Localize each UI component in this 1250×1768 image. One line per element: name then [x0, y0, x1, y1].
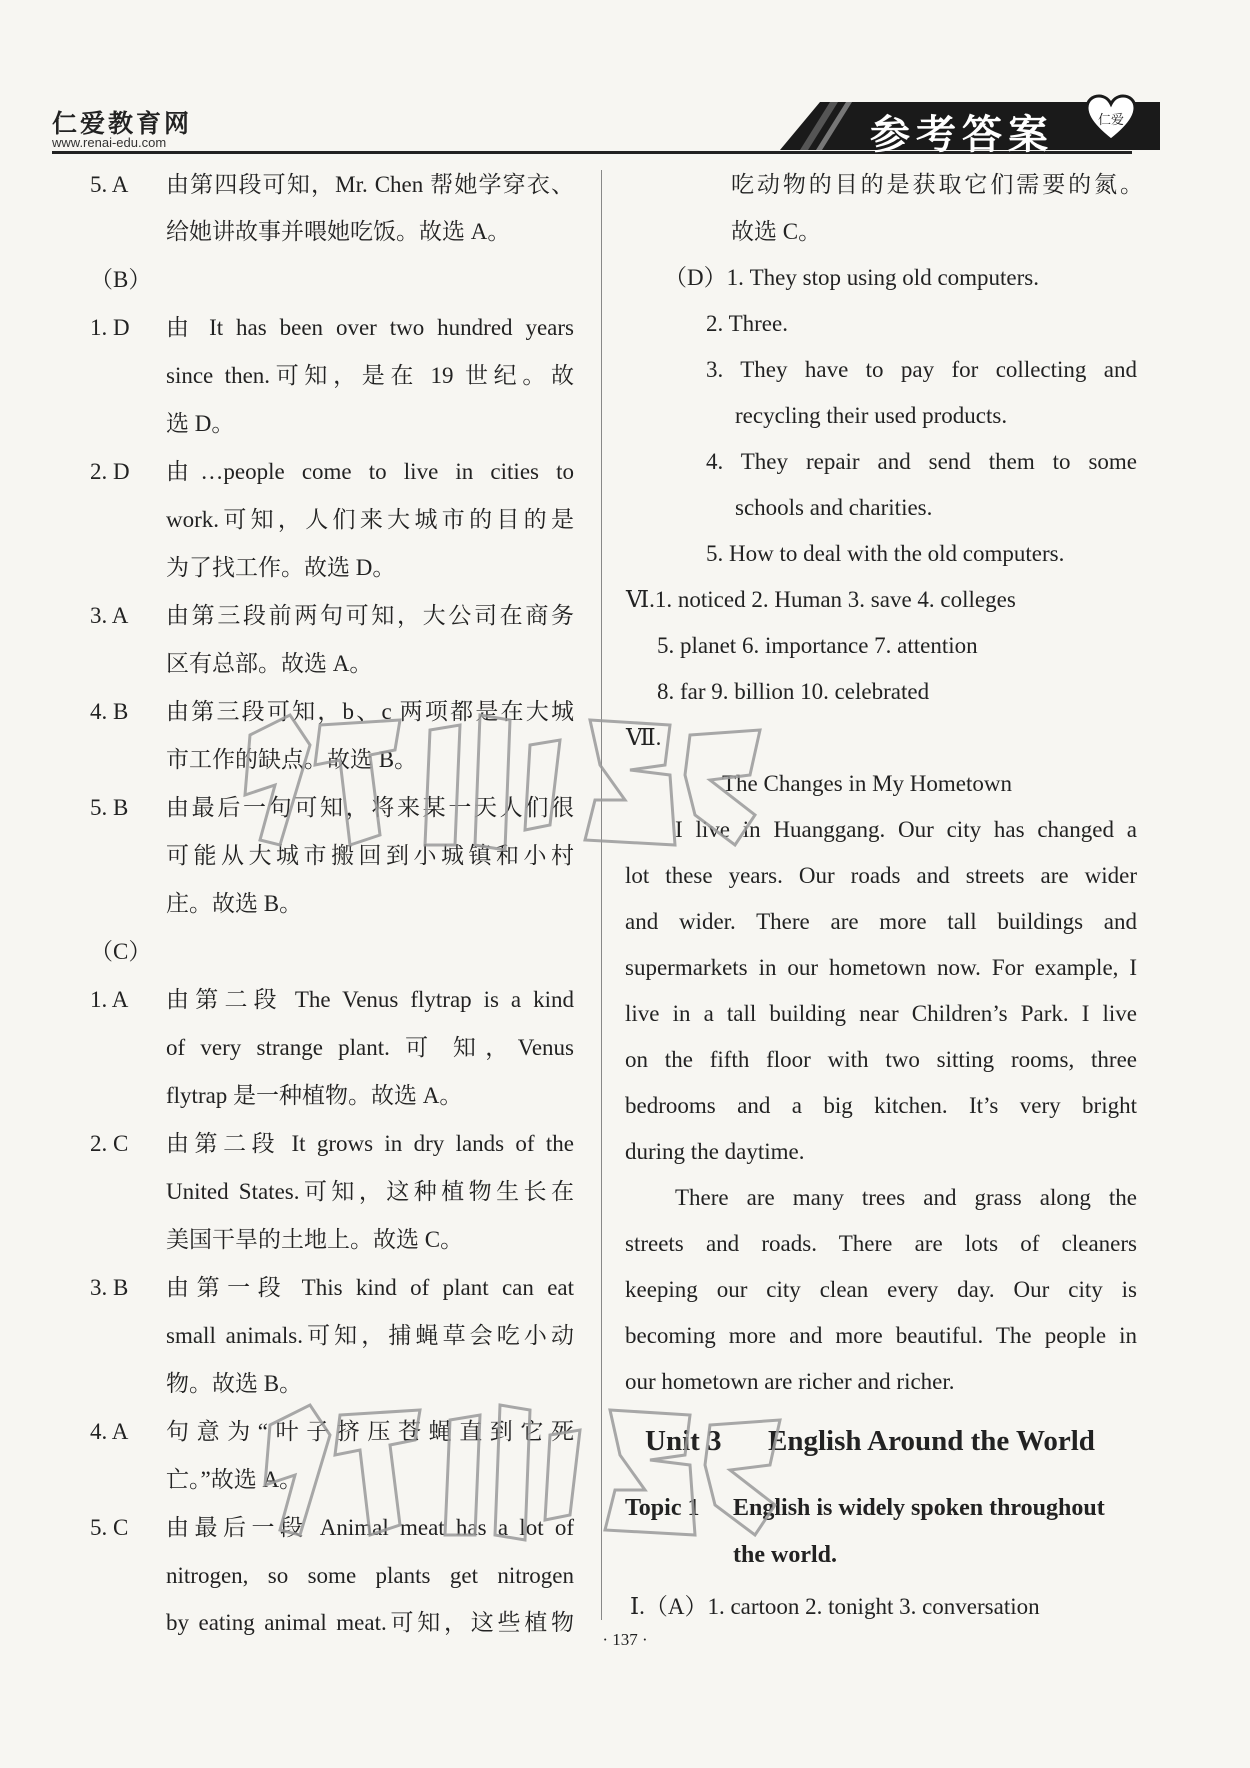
answer-text: since then.可知，是在 19 世纪。故: [166, 363, 574, 388]
answer-text: 3. They have to pay for collecting and: [706, 357, 1137, 382]
answer-text: work.可知，人们来大城市的目的是: [166, 507, 574, 532]
essay-text: streets and roads. There are lots of cleaners: [625, 1231, 1137, 1256]
answer-label: 1. A: [90, 987, 129, 1012]
site-name: 仁爱教育网: [52, 109, 193, 138]
topic-title: English is widely spoken throughout: [733, 1495, 1105, 1521]
essay-text: bedrooms and a big kitchen. It’s very bright: [625, 1093, 1137, 1118]
essay-text: keeping our city clean every day. Our city is: [625, 1277, 1137, 1302]
answer-text: 5. How to deal with the old computers.: [706, 541, 1065, 566]
answer-text: small animals.可知，捕蝇草会吃小动: [166, 1323, 574, 1348]
answer-text: 由第二段 The Venus flytrap is a kind: [166, 987, 574, 1012]
answer-text: 庄。故选 B。: [166, 891, 303, 916]
answer-text: 由最后一句可知，将来某一天人们很: [166, 795, 574, 820]
essay-text: becoming more and more beautiful. The people in: [625, 1323, 1137, 1348]
answer-label: 4. A: [90, 1419, 129, 1444]
answer-text: 由 It has been over two hundred years: [166, 315, 574, 340]
answer-label: 3. A: [90, 603, 129, 628]
answer-text: 给她讲故事并喂她吃饭。故选 A。: [166, 219, 511, 244]
answer-text: 由最后一段 Animal meat has a lot of: [166, 1515, 574, 1540]
site-url: www.renai-edu.com: [52, 135, 167, 150]
answer-text: flytrap 是一种植物。故选 A。: [166, 1083, 463, 1108]
answer-text: 4. They repair and send them to some: [706, 449, 1137, 474]
topic-label: Topic 1: [625, 1495, 700, 1521]
answer-text: 8. far 9. billion 10. celebrated: [657, 679, 930, 704]
essay-text: and wider. There are more tall buildings and: [625, 909, 1137, 934]
heart-logo-icon: [1085, 94, 1137, 147]
answer-text: 由第一段 This kind of plant can eat: [166, 1275, 574, 1300]
answer-text: 亡。”故选 A。: [166, 1467, 303, 1492]
answer-text: 可能从大城市搬回到小城镇和小村: [166, 843, 574, 868]
page-header: [0, 0, 1250, 160]
topic-title: the world.: [733, 1542, 837, 1568]
answer-text: 由第四段可知，Mr. Chen 帮她学穿衣、: [166, 172, 574, 197]
essay-text: lot these years. Our roads and streets are wider: [625, 863, 1137, 888]
section-label: Ⅶ.: [626, 725, 662, 750]
section-label: （C）: [90, 939, 152, 964]
answer-text: 美国干旱的土地上。故选 C。: [166, 1227, 464, 1252]
heart-label: 仁爱: [1097, 113, 1125, 128]
banner-title: 参考答案: [870, 112, 1054, 158]
watermark-icon: [250, 1395, 790, 1545]
unit-title: English Around the World: [768, 1425, 1095, 1457]
answer-text: 由第二段 It grows in dry lands of the: [166, 1131, 574, 1156]
answer-text: 由第三段可知，b、c 两项都是在大城: [166, 699, 574, 724]
answer-text: United States.可知，这种植物生长在: [166, 1179, 574, 1204]
answer-text: 故选 C。: [731, 219, 822, 244]
answer-text: 句意为“叶子挤压苍蝇直到它死: [166, 1419, 574, 1444]
essay-text: our hometown are richer and richer.: [625, 1369, 955, 1394]
answer-text: 由第三段前两句可知，大公司在商务: [166, 603, 574, 628]
answer-text: schools and charities.: [735, 495, 933, 520]
watermark-icon: [230, 705, 770, 855]
answer-text: 区有总部。故选 A。: [166, 651, 373, 676]
answer-text: 5. planet 6. importance 7. attention: [657, 633, 978, 658]
essay-text: live in a tall building near Children’s Park. I live: [625, 1001, 1137, 1026]
answer-text: 物。故选 B。: [166, 1371, 303, 1396]
answer-text: nitrogen, so some plants get nitrogen: [166, 1563, 574, 1588]
answer-text: by eating animal meat.可知，这些植物: [166, 1610, 574, 1635]
answer-text: 为了找工作。故选 D。: [166, 555, 396, 580]
answer-text: 市工作的缺点。故选 B。: [166, 747, 418, 772]
answer-label: 5. C: [90, 1515, 129, 1540]
answer-text: recycling their used products.: [735, 403, 1008, 428]
answer-label: 2. C: [90, 1131, 129, 1156]
answer-label: 2. D: [90, 459, 130, 484]
unit-label: Unit 3: [645, 1425, 722, 1457]
answer-text: 选 D。: [166, 411, 235, 436]
section-label: （B）: [90, 267, 152, 292]
answer-label: 3. B: [90, 1275, 129, 1300]
page-number: · 137 ·: [602, 1630, 648, 1649]
answer-text: of very strange plant. 可 知，Venus: [166, 1035, 574, 1060]
essay-title: The Changes in My Hometown: [722, 771, 1013, 796]
answer-text: 吃动物的目的是获取它们需要的氮。: [731, 172, 1143, 197]
answer-text: Ⅰ.（A）1. cartoon 2. tonight 3. conversation: [630, 1594, 1040, 1619]
answer-text: （D）1. They stop using old computers.: [664, 265, 1039, 290]
answer-text: 由…people come to live in cities to: [166, 459, 574, 484]
answer-text: 2. Three.: [706, 311, 788, 336]
essay-text: There are many trees and grass along the: [675, 1185, 1137, 1210]
essay-text: during the daytime.: [625, 1139, 805, 1164]
answer-text: Ⅵ.1. noticed 2. Human 3. save 4. colleges: [626, 587, 1016, 612]
answer-label: 5. B: [90, 795, 129, 820]
answer-label: 1. D: [90, 315, 130, 340]
essay-text: on the fifth floor with two sitting rooms, three: [625, 1047, 1137, 1072]
essay-text: I live in Huanggang. Our city has changed a: [675, 817, 1137, 842]
answer-label: 4. B: [90, 699, 129, 724]
essay-text: supermarkets in our hometown now. For example, I: [625, 955, 1137, 980]
answer-label: 5. A: [90, 172, 129, 197]
